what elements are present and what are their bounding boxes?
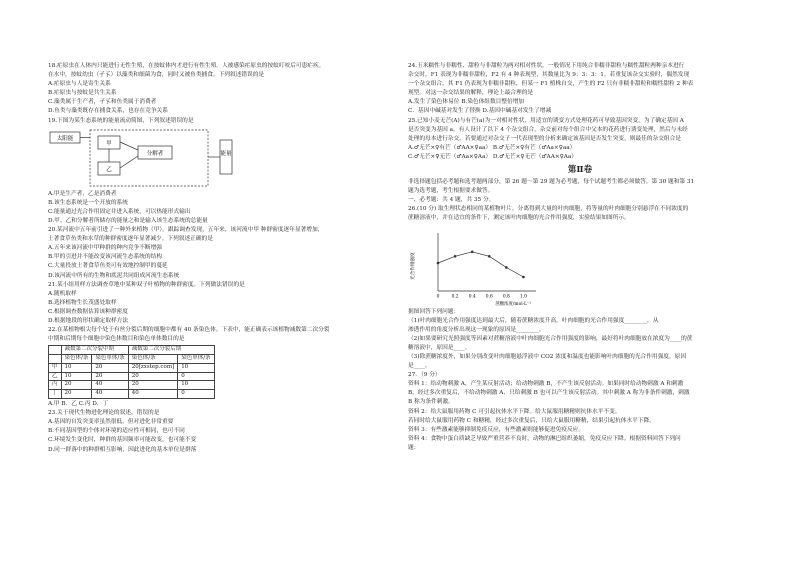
option-line: D.同一群落中的种群相互影响，因此进化的基本单位是群落 [48,446,197,453]
x-axis-label: 蔗糖浓度/mol·L⁻¹ [495,301,532,307]
text-line: 若同时给大鼠服用药物 C 和糖精，经过多次重复后，只给大鼠服用糖精，结果引起抗体水平下降。 [408,417,655,424]
option-line: C.能量通过光合作用固定并进入系统，可以热能形式输出 [48,208,191,215]
text-line: 23.关于现代生物进化理论的叙述，错误的是 [48,410,160,417]
option-line: B.选择植物生长茂盛处取样 [48,299,117,306]
table-cell: 减数第二次分裂后期 [128,346,214,355]
table-cell: 0 [178,390,214,399]
question-23 [48,409,393,454]
text-line: 一个杂交组合，其 F1 仍表现为非糯非甜粒，但某一 F1 植株自交，产生的 F2 只有非糯非甜粒和糯性甜粒 2 种表 [408,81,694,88]
text-line: 27．（9 分） [408,372,441,379]
table-cell: 染色单体/条 [178,355,214,364]
option-line: A.♂无芒×♀有芒（♂AA×♀aa） B.♂无芒×♀有芒（♂Aa×♀aa） [408,144,576,151]
x-tick-label: 0 [436,294,440,299]
text-line: 一、必考题：共 4 题，共 35 分。 [408,197,495,204]
arrow-a-decomposer [120,142,138,150]
table-cell: 20 [61,390,92,399]
text-line: 资料 3：有些激素能够抑制免疫反应，有些激素则能够促进免疫反应。 [408,426,585,433]
table-cell: 20 [128,372,177,381]
right-column [408,62,752,453]
table-cell: 丁 [49,390,62,399]
table-cell: 染色体/条 [128,355,177,364]
table-cell [49,355,62,364]
option-line: D.该河流中所有的生物和底泥共同组成河流生态系统 [48,272,180,279]
option-line: A.基因的自发突变率虽然很低，但对进化非常重要 [48,419,174,426]
data-point [522,275,525,278]
text-line: 蔗糖溶液中，并在适宜的条件下，测定该叶肉细胞的光合作用强度，实验结果如图所示。 [408,215,630,222]
data-point [471,250,474,253]
table-row [49,363,215,372]
chart-marks [437,250,528,299]
text-line: 在水中，按蚊幼虫（孑孓）以藻类和细菌为食，同时又被鱼类捕食。下列叙述错误的是 [48,72,265,79]
table-cell: 20 [61,381,92,390]
option-line: D.根据地段的形状确定取样方法 [48,317,129,324]
text-line: （2)如果要研究光照强度等因素对蔗糖溶液中叶肉细胞光合作用强度的影响，最好将叶肉细胞放在浓度为____的蔗 [408,335,693,342]
table-cell: 20 [92,372,128,381]
data-point [488,254,491,257]
text-line: 资料 1：给动物刺激 A，产生某反射活动；给动物刺激 B，不产生该反射活动。如果同时给动物刺激 A 和刺激 [408,381,684,388]
x-tick-label: 0.2 [451,294,459,299]
node-b-label: 乙 [106,166,112,173]
text-line: 渗透作用的角度分析出现这一现象的原因是________。 [408,326,545,333]
question-27 [408,371,752,453]
option-line: C.藻类属于生产者，孑孓和鱼类属于消费者 [48,99,157,106]
text-line: 题为选考题，考生根据要求做答。 [408,188,494,195]
text-line: B 称为条件刺激。 [408,399,454,406]
text-line: 26.(10 分) 取生理状态相同的某植物叶片，分离得到大量的叶肉细胞，将等量的叶肉细胞分别悬浮在不同浓度的 [408,206,689,213]
text-line: 是否突变为基因 a，有人设计了以下 4 个杂交组合，杂交前对每个组合中父本的花药进行诱变处理，然后与未经 [408,126,688,133]
table-cell: 丙 [49,381,62,390]
table-row [49,381,215,390]
data-point [454,254,457,257]
sun-label: 太阳能 [56,135,74,142]
table-row [49,390,215,399]
option-line: C.大量投放土著食草鱼类可有效地控制甲的蔓延 [48,263,168,270]
option-line: A.疟原虫与人是寄生关系 [48,81,111,88]
section-intro [408,178,752,223]
question-19 [48,117,393,226]
energy-label: 能量 [220,150,232,157]
table-cell: 染色体/条 [61,355,92,364]
table-cell: 10 [61,372,92,381]
table-header-row [49,355,215,364]
text-line: 土著食草鱼类和水草的种群密度逐年显著减少。下列叙述正确的是 [48,236,213,243]
option-line: B.该生态系统是一个开放的系统 [48,199,128,206]
table-row [49,372,215,381]
data-point [505,266,508,269]
option-line: C.♂无芒×♀无芒（♂Aa×♀Aa） D.♂无芒×♀无芒（♂AA×♀Aa） [408,153,577,160]
table-cell: 20 [128,381,177,390]
text-line: 糖溶液中，原因是____。 [408,344,471,351]
table-cell: 减数第二次分裂中期 [61,346,128,355]
option-line: C.环境发生变化时，种群的基因频率可能改变，也可能不变 [48,437,197,444]
text-line: 题： [408,444,420,451]
table-cell [49,346,62,355]
text-line: 资料 2：给大鼠服用药物 C 可引起抗体水平下降。给大鼠服用糖精则抗体水平不变。 [408,408,621,415]
option-line: A.随机取样 [48,290,77,297]
text-line: 22.在某植物根尖每个处于有丝分裂后期的细胞中都有 40 条染色体。下表中，能正确表示该植物减数第二次分裂 [48,327,330,334]
text-line: 20.某河流中五年前引进了一种外来植物（甲）。跟踪调查发现，五年来，该河流中甲 种群密度逐年显著增加， [48,227,324,234]
chart-svg [411,225,546,307]
table-cell: 40 [128,390,177,399]
text-line: 现型。对这一杂交结果的解释，理论上最合理的是 [408,90,534,97]
question-25 [408,117,752,162]
series-line [438,251,523,276]
x-tick-label: 0.8 [502,294,510,299]
option-line: C．基因中碱基对发生了替换 D.基因中碱基对发生了增减 [408,108,552,115]
question-stem: 19.下图为某生态系统的能量流动简图，下列叙述错误的是 [48,117,194,124]
table-cell: 10 [178,363,214,372]
left-column [48,62,393,455]
text-line: 资料 4：食物中蛋白质缺乏导致严重营养不良时，动物的淋巴组织萎缩，免疫反应下降。根据资料回答下列问 [408,435,681,442]
option-line: B.甲的引进并不能改变该河流生态系统的结构 [48,254,163,261]
table-header-row [49,346,215,355]
data-point [437,261,440,264]
table-cell: 40 [92,381,128,390]
table-cell: 染色单体/条 [92,355,128,364]
table-cell: 20 [92,363,128,372]
section-title: 第Ⅱ卷 [567,165,593,176]
decomposer-label: 分解者 [146,150,164,157]
question-21 [48,281,393,326]
text-line: （1)叶肉细胞光合作用强度达到最大后，随着蔗糖浓度升高，叶肉细胞的光合作用强度________，从 [408,317,659,324]
question-18 [48,62,393,117]
y-axis-label: 光合作用强度 [411,251,416,280]
x-tick-label: 0.6 [485,294,493,299]
question-24 [408,62,752,117]
table-cell: 40 [92,390,128,399]
energy-flow-diagram [48,128,288,188]
energy-box [220,140,232,174]
text-line: 是____。 [408,363,431,370]
chromosome-table [48,345,215,399]
question-26-body [408,308,752,372]
question-22 [48,326,393,409]
text-line: 24.玉米糯性与非糯性、甜粒与非甜粒为两对相对性状。一般情况下用纯合非糯非甜粒与糯性甜粒两种亲本进行 [408,63,685,69]
option-line: D.甲、乙和分解者所储存的能量之和是输入该生态系统的总能量 [48,217,208,224]
text-line: 非选择题包括必考题和选考题两部分，第 26 题～第 29 题为必考题，每个试题考生都必须做答。第 30 题和第 31 [408,179,695,186]
text-line: 中期和后期每个细胞中染色体数目和染色单体数目的是 [48,336,185,343]
text-line: 18.疟原虫在人体内只能进行无性生殖，在按蚊体内才进行有性生殖。人被感染疟原虫的按蚊叮咬后可患疟疾。 [48,63,325,69]
text-line: 据图回答下列问题： [408,308,460,315]
table-cell: 0 [178,372,214,381]
option-line: B.不同基因型的个体对环境的适应性可相同，也可不同 [48,428,185,435]
node-a-label: 甲 [106,140,112,147]
x-tick-label: 1.0 [519,294,527,299]
option-line: A.发生了染色体易位 B.染色体组数目整倍增加 [408,99,525,106]
table-cell: 20[zxstep.com] [128,363,177,372]
text-line: （3)除蔗糖浓度外，如果分别改变叶肉细胞悬浮液中 CO2 浓度和温度也能影响叶肉细胞的光合作用强度，原因 [408,353,687,360]
table-cell: 10 [61,363,92,372]
x-tick-label: 0.4 [468,294,476,299]
arrow-b-decomposer [120,156,138,168]
text-line: B，经过多次重复后，不给动物刺激 A，只给刺激 B 也可以产生该反射活动。其中刺激 A 称为非条件刺激，刺激 [408,390,690,397]
option-line: D.鱼类与藻类既存在捕食关系，也存在竞争关系 [48,108,168,115]
option-line: A.甲 B．乙 C.丙 D．丁 [48,401,109,408]
text-line: 21.某小组用样方法调查草地中某种双子叶植物的种群密度。下列做法错误的是 [48,281,245,288]
photosynthesis-chart [411,225,546,307]
text-line: 25.已知小麦无芒(A)与有芒(a)为一对相对性状，用适宜的诱变方式处理花药可导致基因突变。为了确定基因 A [408,117,684,124]
table-cell: 乙 [49,372,62,381]
text-line: 杂交时，F1 表现为非糯非甜粒，F2 有 4 种表现型，其数量比为 9：3：3：1。若重复该杂交实验时，偶然发现 [408,72,690,79]
table-cell: 10 [178,381,214,390]
option-line: A.甲是生产者，乙是消费者 [48,190,117,197]
option-line: C.根据调查数据估算该种群密度 [48,308,128,315]
option-line: A.五年来该河流中甲种群的种内竞争不断增强 [48,245,162,252]
table-cell: 甲 [49,363,62,372]
text-line: 处理的母本进行杂交。若要通过对杂交子一代表现型的分析来确定该基因是否发生突变，则最佳的杂交组合是 [408,135,681,142]
option-line: B.疟原虫与按蚊是共生关系 [48,90,117,97]
question-20 [48,226,393,281]
